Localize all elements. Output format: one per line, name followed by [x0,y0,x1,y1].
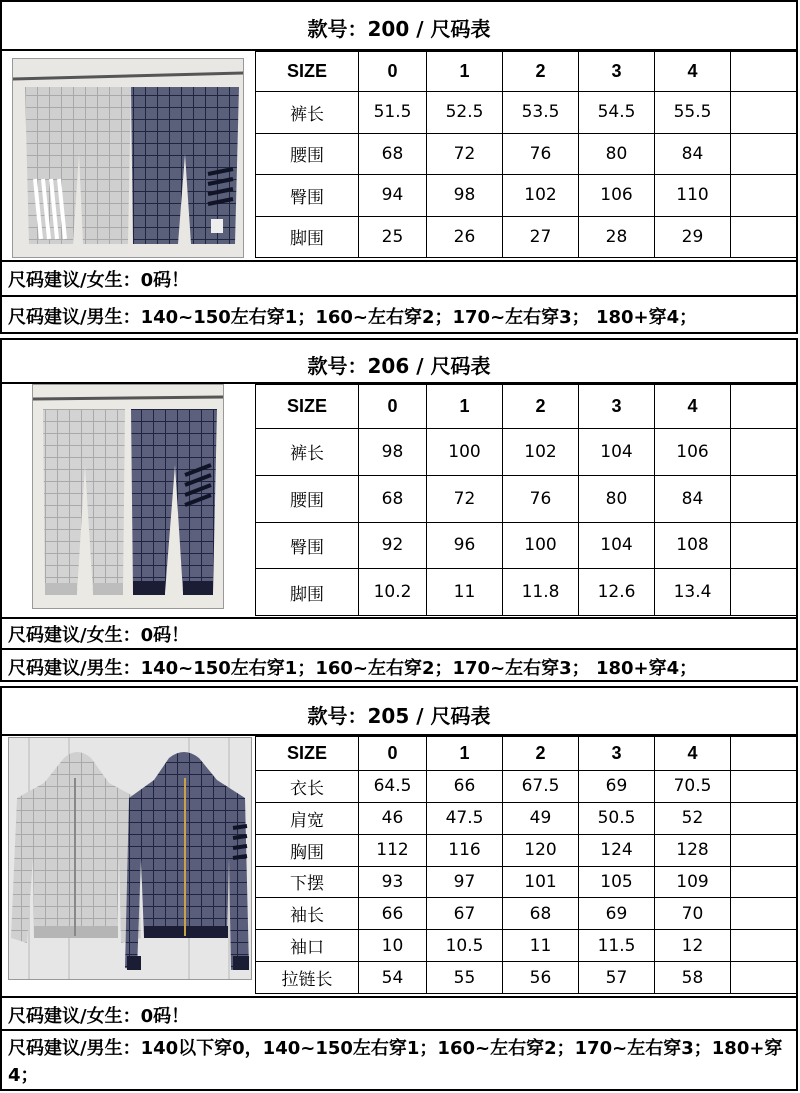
header-size-4: 4 [655,737,731,771]
cell: 104 [579,522,655,569]
cell: 70 [655,898,731,930]
empty-cell [731,898,798,930]
header-size-2: 2 [503,737,579,771]
cell: 112 [359,834,427,866]
cell: 11.8 [503,569,579,616]
cell: 46 [359,802,427,834]
cell: 28 [579,216,655,258]
cell: 70.5 [655,771,731,803]
cell: 94 [359,175,427,217]
cell: 67.5 [503,771,579,803]
divider [2,648,796,650]
empty-cell [731,962,798,994]
row-label: 脚围 [256,569,359,616]
cell: 80 [579,133,655,175]
cell: 109 [655,866,731,898]
cell: 69 [579,898,655,930]
cell: 10 [359,930,427,962]
cell: 10.5 [427,930,503,962]
product-photo-pants [32,384,224,609]
cell: 51.5 [359,92,427,134]
cell: 11 [427,569,503,616]
row-label: 下摆 [256,866,359,898]
divider [2,295,796,297]
cell: 11 [503,930,579,962]
cell: 12 [655,930,731,962]
header-size-0: 0 [359,52,427,92]
row-label: 拉链长 [256,962,359,994]
row-label: 臀围 [256,522,359,569]
divider [2,260,796,262]
divider [2,1029,796,1031]
cell: 66 [359,898,427,930]
cell: 25 [359,216,427,258]
cell: 106 [655,429,731,476]
cell: 98 [359,429,427,476]
cell: 102 [503,429,579,476]
cell: 102 [503,175,579,217]
cell: 67 [427,898,503,930]
row-label: 裤长 [256,429,359,476]
cell: 55.5 [655,92,731,134]
cell: 58 [655,962,731,994]
cell: 12.6 [579,569,655,616]
cell: 110 [655,175,731,217]
size-advice-male: 尺码建议/男生：140~150左右穿1；160~左右穿2；170~左右穿3； 180+穿4； [8,307,698,328]
empty-cell [731,52,798,92]
row-label: 袖长 [256,898,359,930]
cell: 108 [655,522,731,569]
cell: 105 [579,866,655,898]
cell: 116 [427,834,503,866]
cell: 120 [503,834,579,866]
row-label: 肩宽 [256,802,359,834]
cell: 11.5 [579,930,655,962]
row-label: 腰围 [256,133,359,175]
cell: 47.5 [427,802,503,834]
cell: 68 [359,133,427,175]
cell: 57 [579,962,655,994]
empty-cell [731,802,798,834]
cell: 96 [427,522,503,569]
empty-cell [731,522,798,569]
row-label: 脚围 [256,216,359,258]
cell: 84 [655,475,731,522]
row-label: 裤长 [256,92,359,134]
header-size: SIZE [256,52,359,92]
cell: 29 [655,216,731,258]
header-size-0: 0 [359,737,427,771]
size-table [255,384,798,616]
cell: 53.5 [503,92,579,134]
cell: 76 [503,133,579,175]
header-size-3: 3 [579,385,655,429]
cell: 100 [427,429,503,476]
cell: 104 [579,429,655,476]
section-title: 款号：205 / 尺码表 [307,704,491,728]
cell: 98 [427,175,503,217]
cell: 101 [503,866,579,898]
cell: 50.5 [579,802,655,834]
cell: 97 [427,866,503,898]
cell: 64.5 [359,771,427,803]
cell: 52.5 [427,92,503,134]
cell: 80 [579,475,655,522]
cell: 92 [359,522,427,569]
header-size-2: 2 [503,52,579,92]
cell: 100 [503,522,579,569]
size-table [255,736,798,994]
size-chart-206 [0,338,798,682]
empty-cell [731,475,798,522]
header-size-1: 1 [427,385,503,429]
section-title: 款号：200 / 尺码表 [307,17,491,41]
cell: 10.2 [359,569,427,616]
cell: 54 [359,962,427,994]
cell: 93 [359,866,427,898]
empty-cell [731,133,798,175]
cell: 76 [503,475,579,522]
row-label: 胸围 [256,834,359,866]
cell: 56 [503,962,579,994]
empty-cell [731,429,798,476]
cell: 72 [427,475,503,522]
divider [2,617,796,619]
empty-cell [731,930,798,962]
cell: 68 [503,898,579,930]
empty-cell [731,771,798,803]
empty-cell [731,92,798,134]
section-title: 款号：206 / 尺码表 [307,354,491,378]
size-advice-male: 尺码建议/男生：140以下穿0，140~150左右穿1；160~左右穿2；170~左右穿3；180+穿4； [8,1038,783,1086]
size-chart-200 [0,0,798,334]
cell: 84 [655,133,731,175]
cell: 13.4 [655,569,731,616]
header-size-4: 4 [655,385,731,429]
cell: 54.5 [579,92,655,134]
header-size-3: 3 [579,52,655,92]
empty-cell [731,569,798,616]
header-size: SIZE [256,385,359,429]
row-label: 腰围 [256,475,359,522]
header-size: SIZE [256,737,359,771]
empty-cell [731,834,798,866]
cell: 26 [427,216,503,258]
cell: 66 [427,771,503,803]
empty-cell [731,866,798,898]
empty-cell [731,385,798,429]
cell: 49 [503,802,579,834]
cell: 72 [427,133,503,175]
cell: 124 [579,834,655,866]
size-advice-female: 尺码建议/女生：0码！ [8,270,190,291]
header-size-3: 3 [579,737,655,771]
row-label: 衣长 [256,771,359,803]
row-label: 袖口 [256,930,359,962]
header-size-0: 0 [359,385,427,429]
cell: 55 [427,962,503,994]
cell: 68 [359,475,427,522]
cell: 128 [655,834,731,866]
size-advice-male: 尺码建议/男生：140~150左右穿1；160~左右穿2；170~左右穿3； 180+穿4； [8,658,698,679]
cell: 69 [579,771,655,803]
size-chart-205 [0,686,798,1091]
header-size-1: 1 [427,52,503,92]
empty-cell [731,216,798,258]
product-photo-jackets [8,737,252,980]
cell: 27 [503,216,579,258]
divider [2,996,796,998]
size-table [255,51,798,258]
cell: 106 [579,175,655,217]
empty-cell [731,737,798,771]
row-label: 臀围 [256,175,359,217]
empty-cell [731,175,798,217]
product-photo-shorts [12,58,244,258]
cell: 52 [655,802,731,834]
size-advice-female: 尺码建议/女生：0码！ [8,625,190,646]
header-size-1: 1 [427,737,503,771]
size-advice-female: 尺码建议/女生：0码！ [8,1006,190,1027]
header-size-4: 4 [655,52,731,92]
header-size-2: 2 [503,385,579,429]
